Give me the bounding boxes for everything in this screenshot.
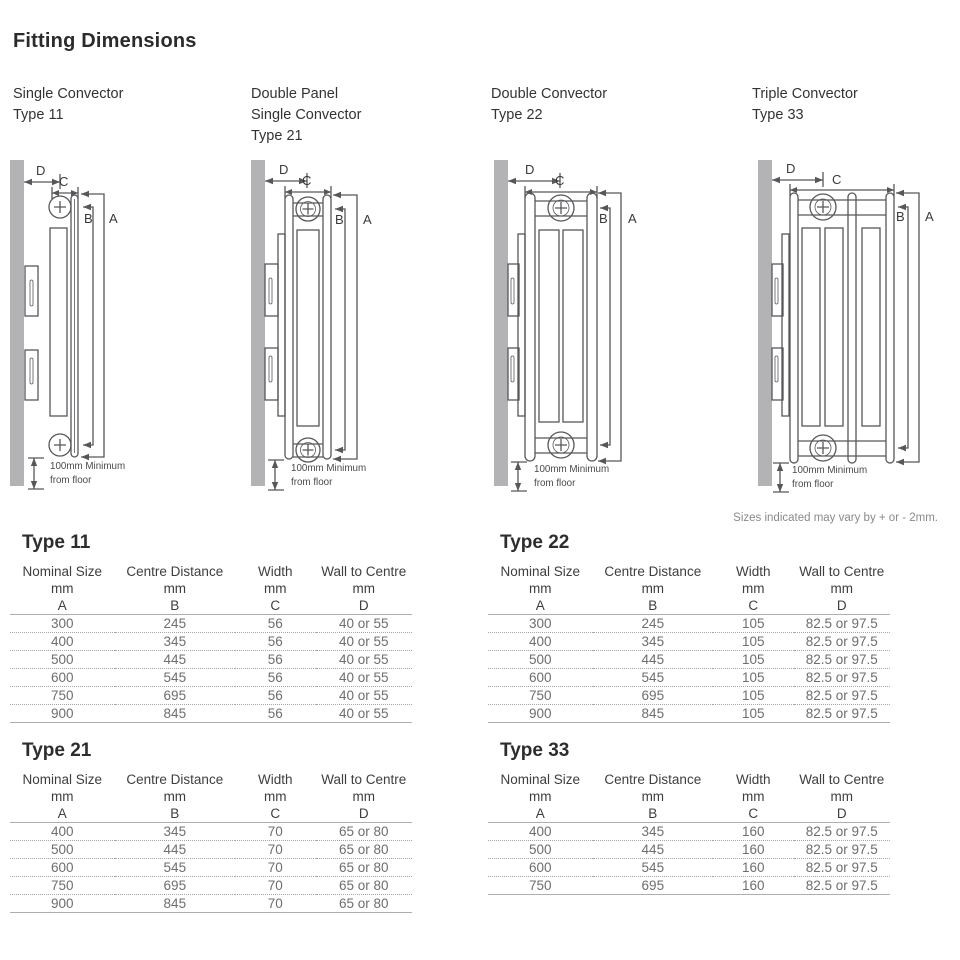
cell: 160 xyxy=(713,877,793,895)
cell: 82.5 or 97.5 xyxy=(794,669,891,687)
dim-c-label: C xyxy=(832,172,842,187)
letter-a: A xyxy=(10,805,115,823)
wall xyxy=(10,160,24,486)
diagram-heading-type-33 xyxy=(752,84,960,126)
cell: 40 or 55 xyxy=(316,669,413,687)
col-header-width: Width xyxy=(736,564,771,579)
cell: 65 or 80 xyxy=(316,841,413,859)
unit-row xyxy=(10,579,412,597)
letter-row xyxy=(488,597,890,615)
cell: 56 xyxy=(235,669,315,687)
radiator-panel xyxy=(848,193,856,463)
cell: 40 or 55 xyxy=(316,651,413,669)
cell: 70 xyxy=(235,895,315,913)
cell: 82.5 or 97.5 xyxy=(794,615,891,633)
dimension-a xyxy=(81,191,118,460)
top-valve-icon xyxy=(49,196,71,218)
cell: 82.5 or 97.5 xyxy=(794,705,891,723)
letter-row xyxy=(488,805,890,823)
cell: 750 xyxy=(488,687,593,705)
cell: 845 xyxy=(115,895,236,913)
col-header-wall-to-centre: Wall to Centre xyxy=(799,772,885,787)
top-valve-icon xyxy=(810,194,836,220)
cell: 40 or 55 xyxy=(316,633,413,651)
cell: 445 xyxy=(115,651,236,669)
table-row xyxy=(488,615,890,633)
header-row xyxy=(10,559,412,579)
dim-d-label: D xyxy=(525,162,535,177)
floor-note-line-1: 100mm Minimum xyxy=(50,461,126,472)
letter-b: B xyxy=(115,805,236,823)
cell: 300 xyxy=(488,615,593,633)
table-row xyxy=(488,705,890,723)
wall-bracket xyxy=(508,234,525,416)
dim-c-label: C xyxy=(302,173,312,188)
type-33-table xyxy=(488,767,890,895)
header-row xyxy=(488,559,890,579)
cell: 105 xyxy=(713,705,793,723)
letter-b: B xyxy=(115,597,236,615)
unit-row xyxy=(488,579,890,597)
radiator-panel xyxy=(525,193,535,461)
col-header-centre-distance: Centre Distance xyxy=(604,564,702,579)
diagram-heading-line: Single Convector xyxy=(13,86,124,102)
cell: 900 xyxy=(10,895,115,913)
table-row xyxy=(10,823,412,841)
diagram-heading-type-22 xyxy=(491,84,721,126)
unit-label: mm xyxy=(264,580,287,596)
radiator-panel xyxy=(886,193,894,463)
table-row xyxy=(10,877,412,895)
dimension-c xyxy=(525,173,597,198)
convector-fin xyxy=(50,228,67,416)
letter-d: D xyxy=(794,805,891,823)
diagram-heading-line: Single Convector xyxy=(251,107,362,123)
diagram-heading-line: Type 11 xyxy=(13,107,64,123)
top-valve-icon xyxy=(296,197,320,221)
radiator-diagram-type-21 xyxy=(241,158,476,503)
diagram-heading-line: Type 22 xyxy=(491,107,543,123)
convector-fin xyxy=(563,230,583,422)
col-header-centre-distance: Centre Distance xyxy=(604,772,702,787)
dimension-b xyxy=(83,204,93,448)
letter-b: B xyxy=(593,805,714,823)
table-row xyxy=(10,705,412,723)
bottom-valve-icon xyxy=(810,435,836,461)
letter-row xyxy=(10,597,412,615)
cell: 105 xyxy=(713,633,793,651)
letter-d: D xyxy=(316,597,413,615)
table-row xyxy=(10,669,412,687)
table-row xyxy=(10,615,412,633)
header-row xyxy=(10,767,412,787)
cell: 345 xyxy=(115,633,236,651)
type-11-title: Type 11 xyxy=(22,532,91,553)
col-header-nominal-size: Nominal Size xyxy=(500,772,581,787)
cell: 82.5 or 97.5 xyxy=(794,877,891,895)
diagram-heading-type-21 xyxy=(251,84,481,147)
cell: 105 xyxy=(713,651,793,669)
letter-c: C xyxy=(235,597,315,615)
cell: 545 xyxy=(593,859,714,877)
cell: 445 xyxy=(593,841,714,859)
wall-bracket xyxy=(772,234,789,416)
bottom-valve-icon xyxy=(49,434,71,456)
col-header-wall-to-centre: Wall to Centre xyxy=(321,772,407,787)
cell: 600 xyxy=(488,859,593,877)
letter-c: C xyxy=(235,805,315,823)
table-row xyxy=(488,687,890,705)
letter-row xyxy=(10,805,412,823)
cell: 845 xyxy=(115,705,236,723)
cell: 82.5 or 97.5 xyxy=(794,841,891,859)
cell: 105 xyxy=(713,687,793,705)
dimension-d xyxy=(24,163,60,189)
type-21-title: Type 21 xyxy=(22,740,92,761)
type-33-title: Type 33 xyxy=(500,740,570,761)
convector-fin xyxy=(297,230,319,426)
cell: 695 xyxy=(593,877,714,895)
col-header-wall-to-centre: Wall to Centre xyxy=(799,564,885,579)
convector-fin xyxy=(862,228,880,426)
floor-note-line-2: from floor xyxy=(50,475,92,486)
dim-d-label: D xyxy=(36,163,46,178)
cell: 70 xyxy=(235,823,315,841)
dim-b-label: B xyxy=(84,211,93,226)
letter-a: A xyxy=(488,597,593,615)
col-header-centre-distance: Centre Distance xyxy=(126,564,224,579)
cell: 900 xyxy=(488,705,593,723)
cell: 445 xyxy=(593,651,714,669)
radiator-diagram-type-11 xyxy=(3,158,238,503)
cell: 600 xyxy=(10,859,115,877)
unit-label: mm xyxy=(163,580,187,596)
floor-clearance-dimension xyxy=(773,463,867,492)
unit-label: mm xyxy=(742,580,765,596)
cell: 500 xyxy=(10,651,115,669)
radiator-panel xyxy=(587,193,597,461)
cell: 445 xyxy=(115,841,236,859)
diagram-heading-line: Triple Convector xyxy=(752,86,858,102)
header-row xyxy=(488,767,890,787)
diagram-heading-line: Type 33 xyxy=(752,107,804,123)
cell: 545 xyxy=(115,669,236,687)
diagram-heading-type-11 xyxy=(13,84,243,126)
floor-clearance-dimension xyxy=(28,458,125,489)
dimension-a xyxy=(598,190,637,464)
cell: 105 xyxy=(713,615,793,633)
letter-d: D xyxy=(316,805,413,823)
floor-note-line-1: 100mm Minimum xyxy=(792,465,868,476)
unit-label: mm xyxy=(742,788,765,804)
table-row xyxy=(10,633,412,651)
table-row xyxy=(488,669,890,687)
wall xyxy=(494,160,508,486)
col-header-nominal-size: Nominal Size xyxy=(500,564,581,579)
col-header-wall-to-centre: Wall to Centre xyxy=(321,564,407,579)
cell: 500 xyxy=(10,841,115,859)
unit-row xyxy=(488,787,890,805)
cell: 750 xyxy=(10,687,115,705)
cell: 82.5 or 97.5 xyxy=(794,633,891,651)
unit-label: mm xyxy=(51,580,74,596)
cell: 105 xyxy=(713,669,793,687)
table-row xyxy=(10,687,412,705)
convector-fin xyxy=(539,230,559,422)
floor-note-line-2: from floor xyxy=(792,479,834,490)
cell: 500 xyxy=(488,651,593,669)
dim-a-label: A xyxy=(109,211,118,226)
cell: 750 xyxy=(10,877,115,895)
table-row xyxy=(10,895,412,913)
cell: 65 or 80 xyxy=(316,823,413,841)
table-row xyxy=(488,633,890,651)
wall xyxy=(758,160,772,486)
table-row xyxy=(488,877,890,895)
cell: 600 xyxy=(488,669,593,687)
type-21-table xyxy=(10,767,412,913)
dimension-c xyxy=(790,172,894,196)
dimension-d xyxy=(265,162,307,188)
dim-a-label: A xyxy=(363,212,372,227)
cell: 900 xyxy=(10,705,115,723)
table-row xyxy=(488,841,890,859)
unit-label: mm xyxy=(163,788,187,804)
wall xyxy=(251,160,265,486)
table-row xyxy=(488,859,890,877)
table-row xyxy=(10,859,412,877)
cell: 345 xyxy=(593,633,714,651)
type-11-table xyxy=(10,559,412,723)
unit-label: mm xyxy=(352,788,375,804)
table-row xyxy=(10,841,412,859)
radiator-diagram-type-33 xyxy=(728,158,960,503)
radiator-panel xyxy=(790,193,798,463)
col-header-nominal-size: Nominal Size xyxy=(22,564,103,579)
cell: 845 xyxy=(593,705,714,723)
dim-c-label: C xyxy=(59,174,69,189)
cell: 160 xyxy=(713,841,793,859)
letter-c: C xyxy=(713,597,793,615)
dimension-b xyxy=(335,206,345,453)
cell: 40 or 55 xyxy=(316,687,413,705)
cell: 65 or 80 xyxy=(316,895,413,913)
unit-label: mm xyxy=(529,580,552,596)
unit-label: mm xyxy=(51,788,74,804)
cell: 70 xyxy=(235,841,315,859)
floor-note-line-1: 100mm Minimum xyxy=(534,464,610,475)
top-valve-icon xyxy=(548,195,574,221)
cell: 400 xyxy=(10,823,115,841)
dimension-b xyxy=(896,204,908,451)
letter-b: B xyxy=(593,597,714,615)
dim-b-label: B xyxy=(896,209,905,224)
diagram-heading-line: Double Convector xyxy=(491,86,608,102)
unit-label: mm xyxy=(264,788,287,804)
cell: 40 or 55 xyxy=(316,705,413,723)
cell: 300 xyxy=(10,615,115,633)
letter-d: D xyxy=(794,597,891,615)
col-header-width: Width xyxy=(736,772,771,787)
table-row xyxy=(488,651,890,669)
cell: 56 xyxy=(235,615,315,633)
unit-label: mm xyxy=(529,788,552,804)
floor-note-line-1: 100mm Minimum xyxy=(291,463,367,474)
unit-label: mm xyxy=(641,580,665,596)
cell: 545 xyxy=(593,669,714,687)
cell: 245 xyxy=(115,615,236,633)
convector-fin xyxy=(825,228,843,426)
radiator-panel xyxy=(285,195,293,459)
floor-clearance-dimension xyxy=(511,462,609,491)
type-22-table xyxy=(488,559,890,723)
cell: 56 xyxy=(235,651,315,669)
cell: 82.5 or 97.5 xyxy=(794,859,891,877)
cell: 70 xyxy=(235,877,315,895)
cell: 160 xyxy=(713,823,793,841)
cell: 245 xyxy=(593,615,714,633)
radiator-panel xyxy=(323,195,331,459)
dim-b-label: B xyxy=(599,211,608,226)
type-21-section xyxy=(10,740,412,913)
floor-clearance-dimension xyxy=(268,460,366,490)
dimension-c xyxy=(285,173,331,198)
floor-note-line-2: from floor xyxy=(534,478,576,489)
dimension-a xyxy=(333,192,372,462)
dimension-b xyxy=(599,205,610,448)
type-11-section xyxy=(10,532,412,723)
unit-label: mm xyxy=(352,580,375,596)
cell: 56 xyxy=(235,687,315,705)
letter-a: A xyxy=(488,805,593,823)
cell: 82.5 or 97.5 xyxy=(794,651,891,669)
cell: 695 xyxy=(115,877,236,895)
table-row xyxy=(10,651,412,669)
dim-d-label: D xyxy=(786,161,796,176)
cell: 345 xyxy=(115,823,236,841)
type-33-section xyxy=(488,740,890,895)
cell: 500 xyxy=(488,841,593,859)
dimension-d xyxy=(772,161,823,187)
dimension-d xyxy=(508,162,560,188)
wall-bracket xyxy=(25,266,38,400)
unit-row xyxy=(10,787,412,805)
dim-c-label: C xyxy=(555,173,565,188)
col-header-nominal-size: Nominal Size xyxy=(22,772,103,787)
cell: 70 xyxy=(235,859,315,877)
unit-label: mm xyxy=(830,788,853,804)
cell: 400 xyxy=(10,633,115,651)
dim-b-label: B xyxy=(335,212,344,227)
type-22-title: Type 22 xyxy=(500,532,570,553)
cell: 600 xyxy=(10,669,115,687)
cell: 56 xyxy=(235,705,315,723)
dim-d-label: D xyxy=(279,162,289,177)
radiator-diagram-type-22 xyxy=(481,158,716,503)
col-header-width: Width xyxy=(258,772,293,787)
floor-note-line-2: from floor xyxy=(291,477,333,488)
bottom-valve-icon xyxy=(296,438,320,462)
dimension-a xyxy=(896,190,934,465)
cell: 400 xyxy=(488,633,593,651)
bottom-valve-icon xyxy=(548,432,574,458)
convector-fin xyxy=(802,228,820,426)
cell: 695 xyxy=(593,687,714,705)
diagram-heading-line: Double Panel xyxy=(251,86,339,102)
cell: 65 or 80 xyxy=(316,859,413,877)
unit-label: mm xyxy=(641,788,665,804)
cell: 695 xyxy=(115,687,236,705)
dim-a-label: A xyxy=(628,211,637,226)
letter-a: A xyxy=(10,597,115,615)
tolerance-note: Sizes indicated may vary by + or - 2mm. xyxy=(733,512,938,524)
cell: 65 or 80 xyxy=(316,877,413,895)
wall-bracket xyxy=(265,234,285,416)
cell: 56 xyxy=(235,633,315,651)
cell: 345 xyxy=(593,823,714,841)
unit-label: mm xyxy=(830,580,853,596)
cell: 400 xyxy=(488,823,593,841)
cell: 82.5 or 97.5 xyxy=(794,823,891,841)
cell: 160 xyxy=(713,859,793,877)
page-title: Fitting Dimensions xyxy=(13,30,197,52)
type-22-section xyxy=(488,532,890,723)
cell: 545 xyxy=(115,859,236,877)
cell: 40 or 55 xyxy=(316,615,413,633)
cell: 82.5 or 97.5 xyxy=(794,687,891,705)
col-header-width: Width xyxy=(258,564,293,579)
dim-a-label: A xyxy=(925,209,934,224)
col-header-centre-distance: Centre Distance xyxy=(126,772,224,787)
table-row xyxy=(488,823,890,841)
diagram-heading-line: Type 21 xyxy=(251,128,303,144)
cell: 750 xyxy=(488,877,593,895)
letter-c: C xyxy=(713,805,793,823)
